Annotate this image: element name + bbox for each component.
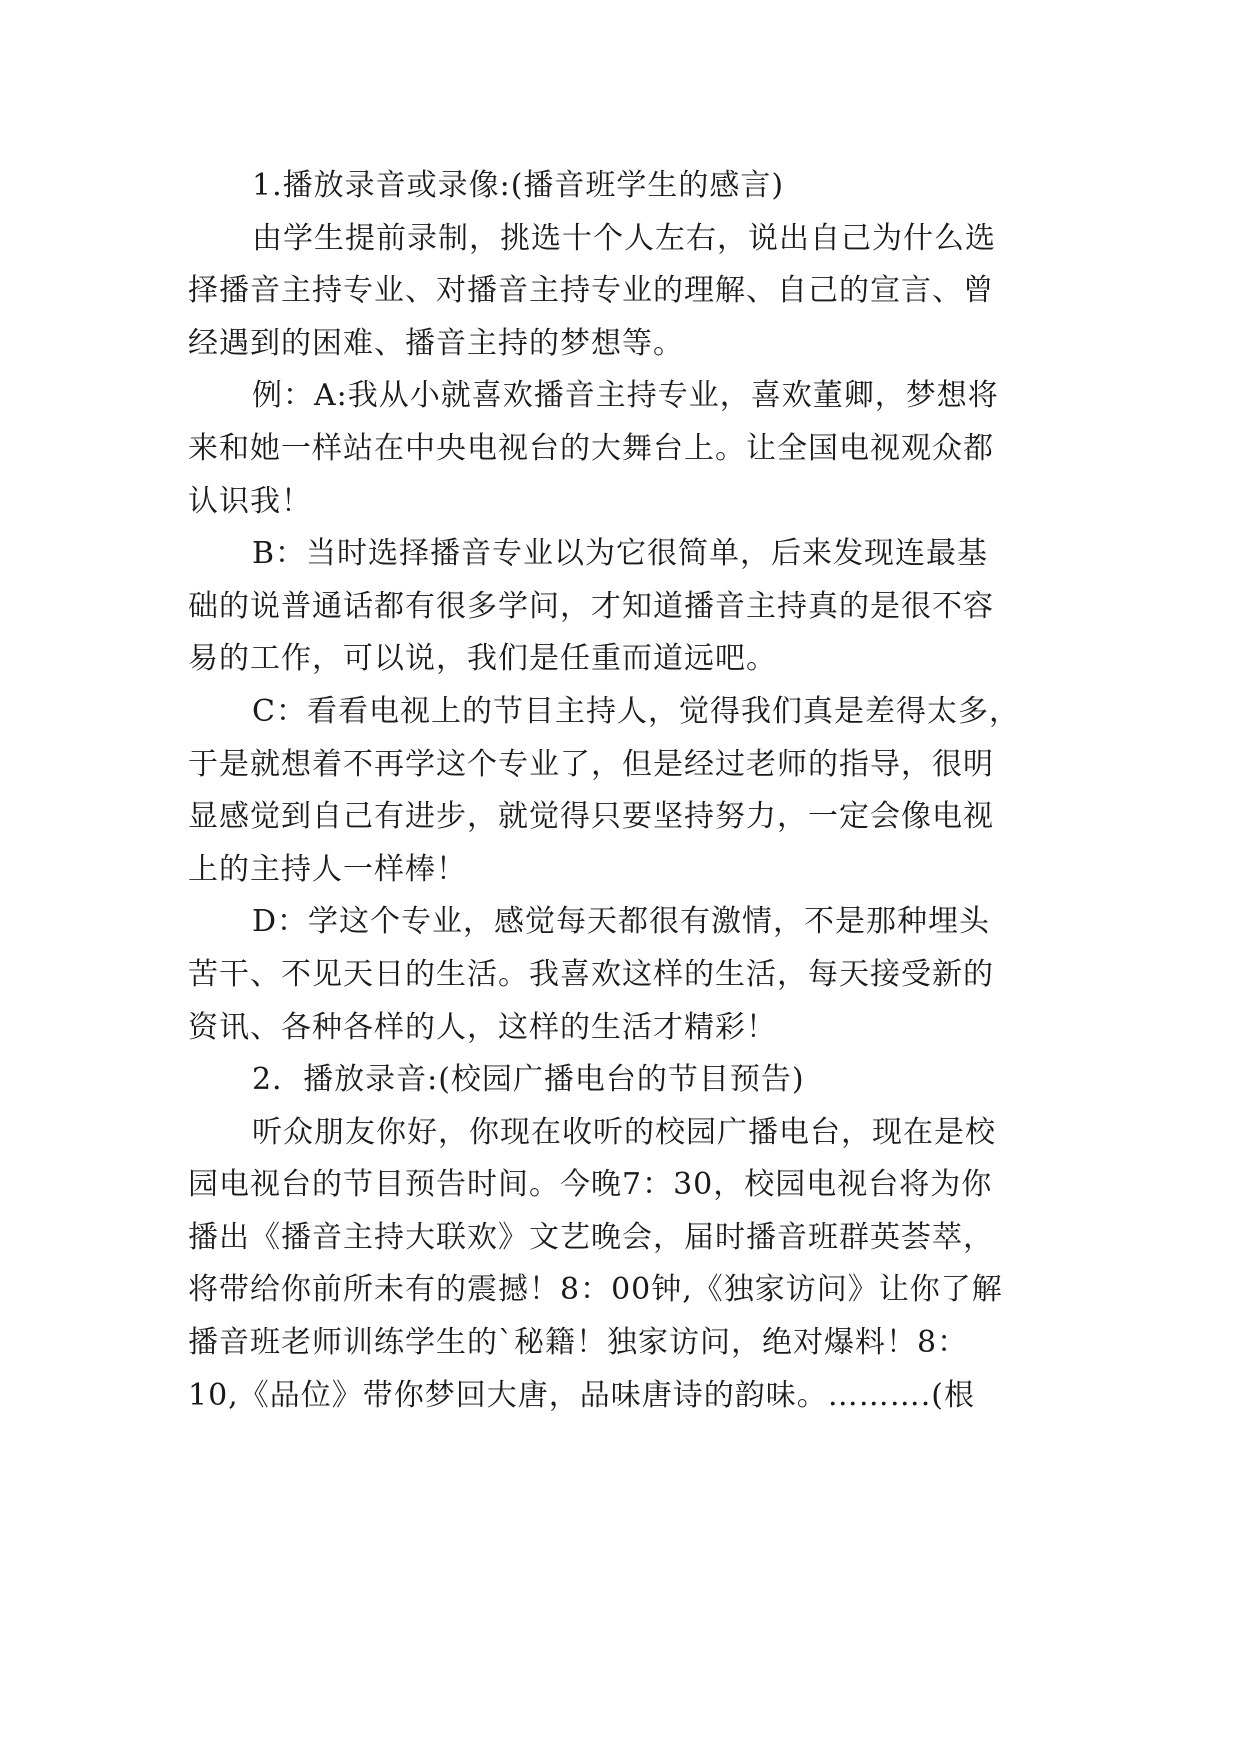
paragraph-line: 播出《播音主持大联欢》文艺晚会，届时播音班群英荟萃， — [188, 1219, 994, 1255]
paragraph-line: D：学这个专业，感觉每天都很有激情，不是那种埋头 — [252, 904, 991, 940]
paragraph-line: 认识我！ — [188, 483, 312, 519]
paragraph-line: 易的工作，可以说，我们是任重而道远吧。 — [188, 641, 777, 677]
section-heading-2: 2．播放录音:(校园广播电台的节目预告) — [252, 1062, 805, 1098]
paragraph-line: 于是就想着不再学这个专业了，但是经过老师的指导，很明 — [188, 746, 994, 782]
paragraph-line: 上的主持人一样棒！ — [188, 851, 467, 887]
paragraph-line: 听众朋友你好，你现在收听的校园广播电台，现在是校 — [252, 1114, 996, 1150]
paragraph-line: 来和她一样站在中央电视台的大舞台上。让全国电视观众都 — [188, 430, 994, 466]
paragraph-line: 由学生提前录制，挑选十个人左右，说出自己为什么选 — [252, 220, 996, 256]
paragraph-line: 择播音主持专业、对播音主持专业的理解、自己的宣言、曾 — [188, 273, 994, 309]
paragraph-line: 将带给你前所未有的震撼！8：00钟,《独家访问》让你了解 — [188, 1272, 1003, 1308]
paragraph-line: 播音班老师训练学生的`秘籍！独家访问，绝对爆料！8： — [188, 1325, 969, 1361]
section-heading-1: 1.播放录音或录像:(播音班学生的感言) — [252, 168, 785, 203]
document-body — [188, 160, 1068, 1422]
paragraph-line: 资讯、各种各样的人，这样的生活才精彩！ — [188, 1009, 777, 1045]
paragraph-line: B：当时选择播音专业以为它很简单，后来发现连最基 — [252, 536, 989, 572]
paragraph-line: 例：A:我从小就喜欢播音主持专业，喜欢董卿，梦想将 — [252, 378, 999, 414]
paragraph-line: 础的说普通话都有很多学问，才知道播音主持真的是很不容 — [188, 588, 994, 624]
paragraph-line: 经遇到的困难、播音主持的梦想等。 — [188, 325, 684, 361]
paragraph-line: 苦干、不见天日的生活。我喜欢这样的生活，每天接受新的 — [188, 956, 994, 992]
paragraph-line: C：看看电视上的节目主持人，觉得我们真是差得太多， — [252, 693, 1020, 729]
paragraph-line: 显感觉到自己有进步，就觉得只要坚持努力，一定会像电视 — [188, 799, 994, 835]
paragraph-line: 10,《品位》带你梦回大唐，品味唐诗的韵味。……….(根 — [188, 1377, 975, 1413]
paragraph-line: 园电视台的节目预告时间。今晚7：30，校园电视台将为你 — [188, 1167, 993, 1203]
